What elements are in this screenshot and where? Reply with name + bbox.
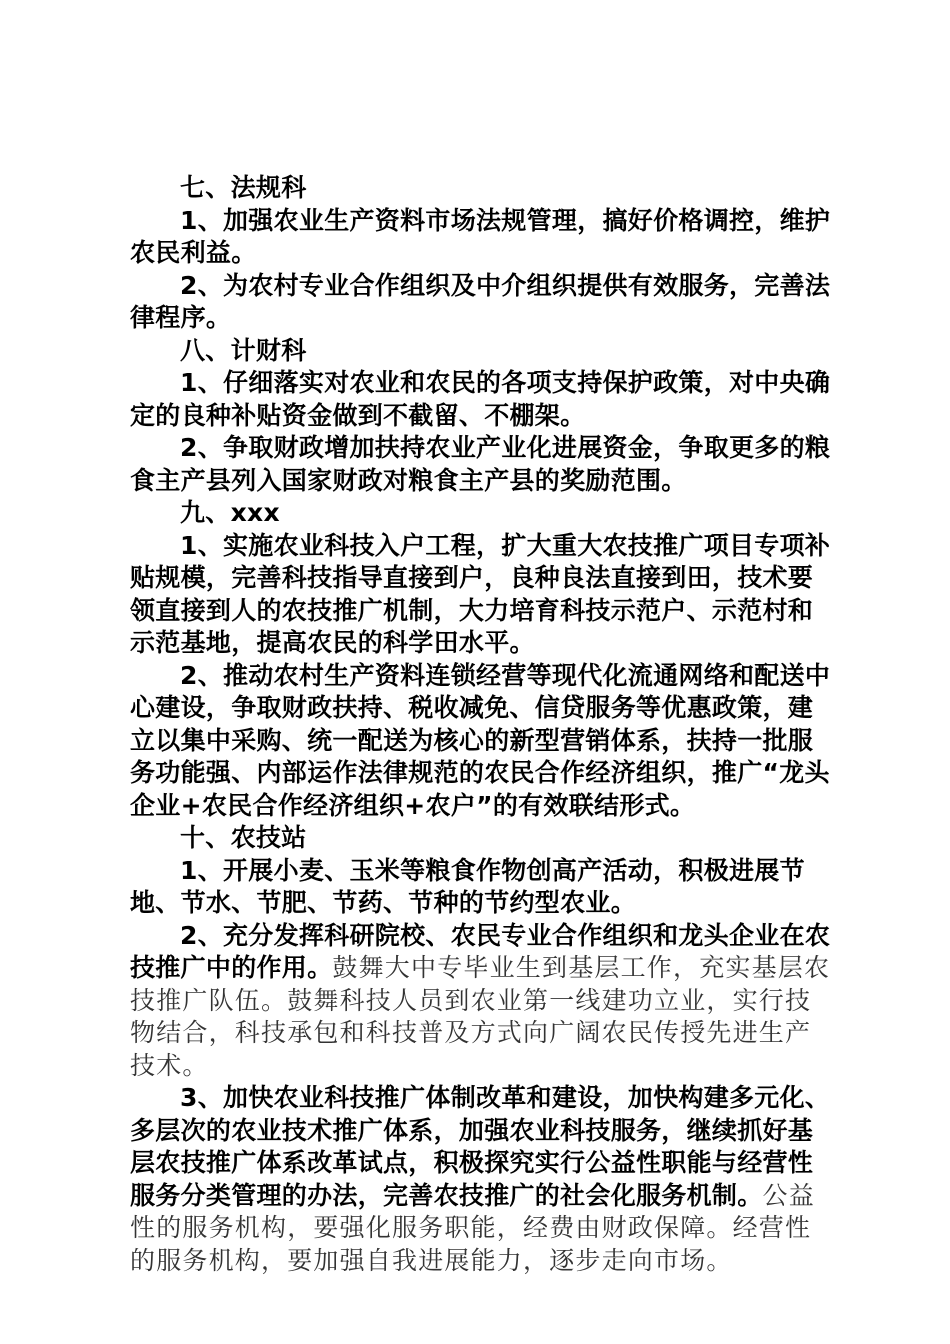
paragraph	[130, 432, 835, 497]
paragraph-text: 2、争取财政增加扶持农业产业化进展资金，争取更多的粮食主产县列入国家财政对粮食主产县的奖励范围。	[130, 433, 831, 495]
paragraph	[130, 367, 835, 432]
document-body	[130, 172, 835, 1277]
paragraph	[130, 660, 835, 823]
section-heading: 八、计财科	[180, 335, 307, 365]
paragraph	[130, 530, 835, 660]
paragraph-text: 3、加快农业科技推广体制改革和建设，加快构建多元化、多层次的农业技术推广体系，加强农业科技服务，继续抓好基层农技推广体系改革试点，积极探究实行公益性职能与经营性服务分类管理的办法，完善农技推广的社会化服务机制。	[130, 1083, 831, 1210]
paragraph-text: 1、开展小麦、玉米等粮食作物创高产活动，积极进展节地、节水、节肥、节药、节种的节约型农业。	[130, 855, 805, 917]
section-xxx	[130, 497, 835, 822]
section-heading: 七、法规科	[180, 173, 307, 202]
paragraph-text: 2、为农村专业合作组织及中介组织提供有效服务，完善法律程序。	[130, 270, 831, 332]
section-heading: 九、xxx	[180, 498, 280, 527]
paragraph-text: 1、实施农业科技入户工程，扩大重大农技推广项目专项补贴规模，完善科技指导直接到户，良种良法直接到田，技术要领直接到人的农技推广机制，大力培育科技示范户、示范村和示范基地，提高农民的科学田水平。	[130, 530, 831, 657]
paragraph	[130, 1082, 835, 1277]
paragraph-text: 1、仔细落实对农业和农民的各项支持保护政策，对中央确定的良种补贴资金做到不截留、不棚架。	[130, 368, 831, 430]
paragraph-text: 1、加强农业生产资料市场法规管理，搞好价格调控，维护农民利益。	[130, 205, 831, 267]
paragraph-text-light: 鼓舞大中专毕业生到基层工作，充实基层农技推广队伍。鼓舞科技人员到农业第一线建功立业，实行技物结合，科技承包和科技普及方式向广阔农民传授先进生产技术。	[130, 953, 831, 1080]
section-heading: 十、农技站	[180, 823, 307, 852]
paragraph	[130, 270, 835, 335]
section-fagui	[130, 172, 835, 335]
paragraph-text: 2、充分发挥科研院校、农民专业合作组织和龙头企业在农技推广中的作用。	[130, 920, 831, 982]
section-jicai	[130, 335, 835, 498]
paragraph-text: 2、推动农村生产资料连锁经营等现代化流通网络和配送中心建设，争取财政扶持、税收减免、信贷服务等优惠政策，建立以集中采购、统一配送为核心的新型营销体系，扶持一批服务功能强、内部运作法律规范的农民合作经济组织，推广“龙头企业+农民合作经济组织+农户”的有效联结形式。	[130, 660, 831, 820]
paragraph	[130, 920, 835, 1083]
paragraph	[130, 205, 835, 270]
section-nongjizhan	[130, 822, 835, 1277]
paragraph-text-light: 公益性的服务机构，要强化服务职能，经费由财政保障。经营性的服务机构，要加强自我进展能力，逐步走向市场。	[130, 1180, 815, 1275]
paragraph	[130, 855, 835, 920]
